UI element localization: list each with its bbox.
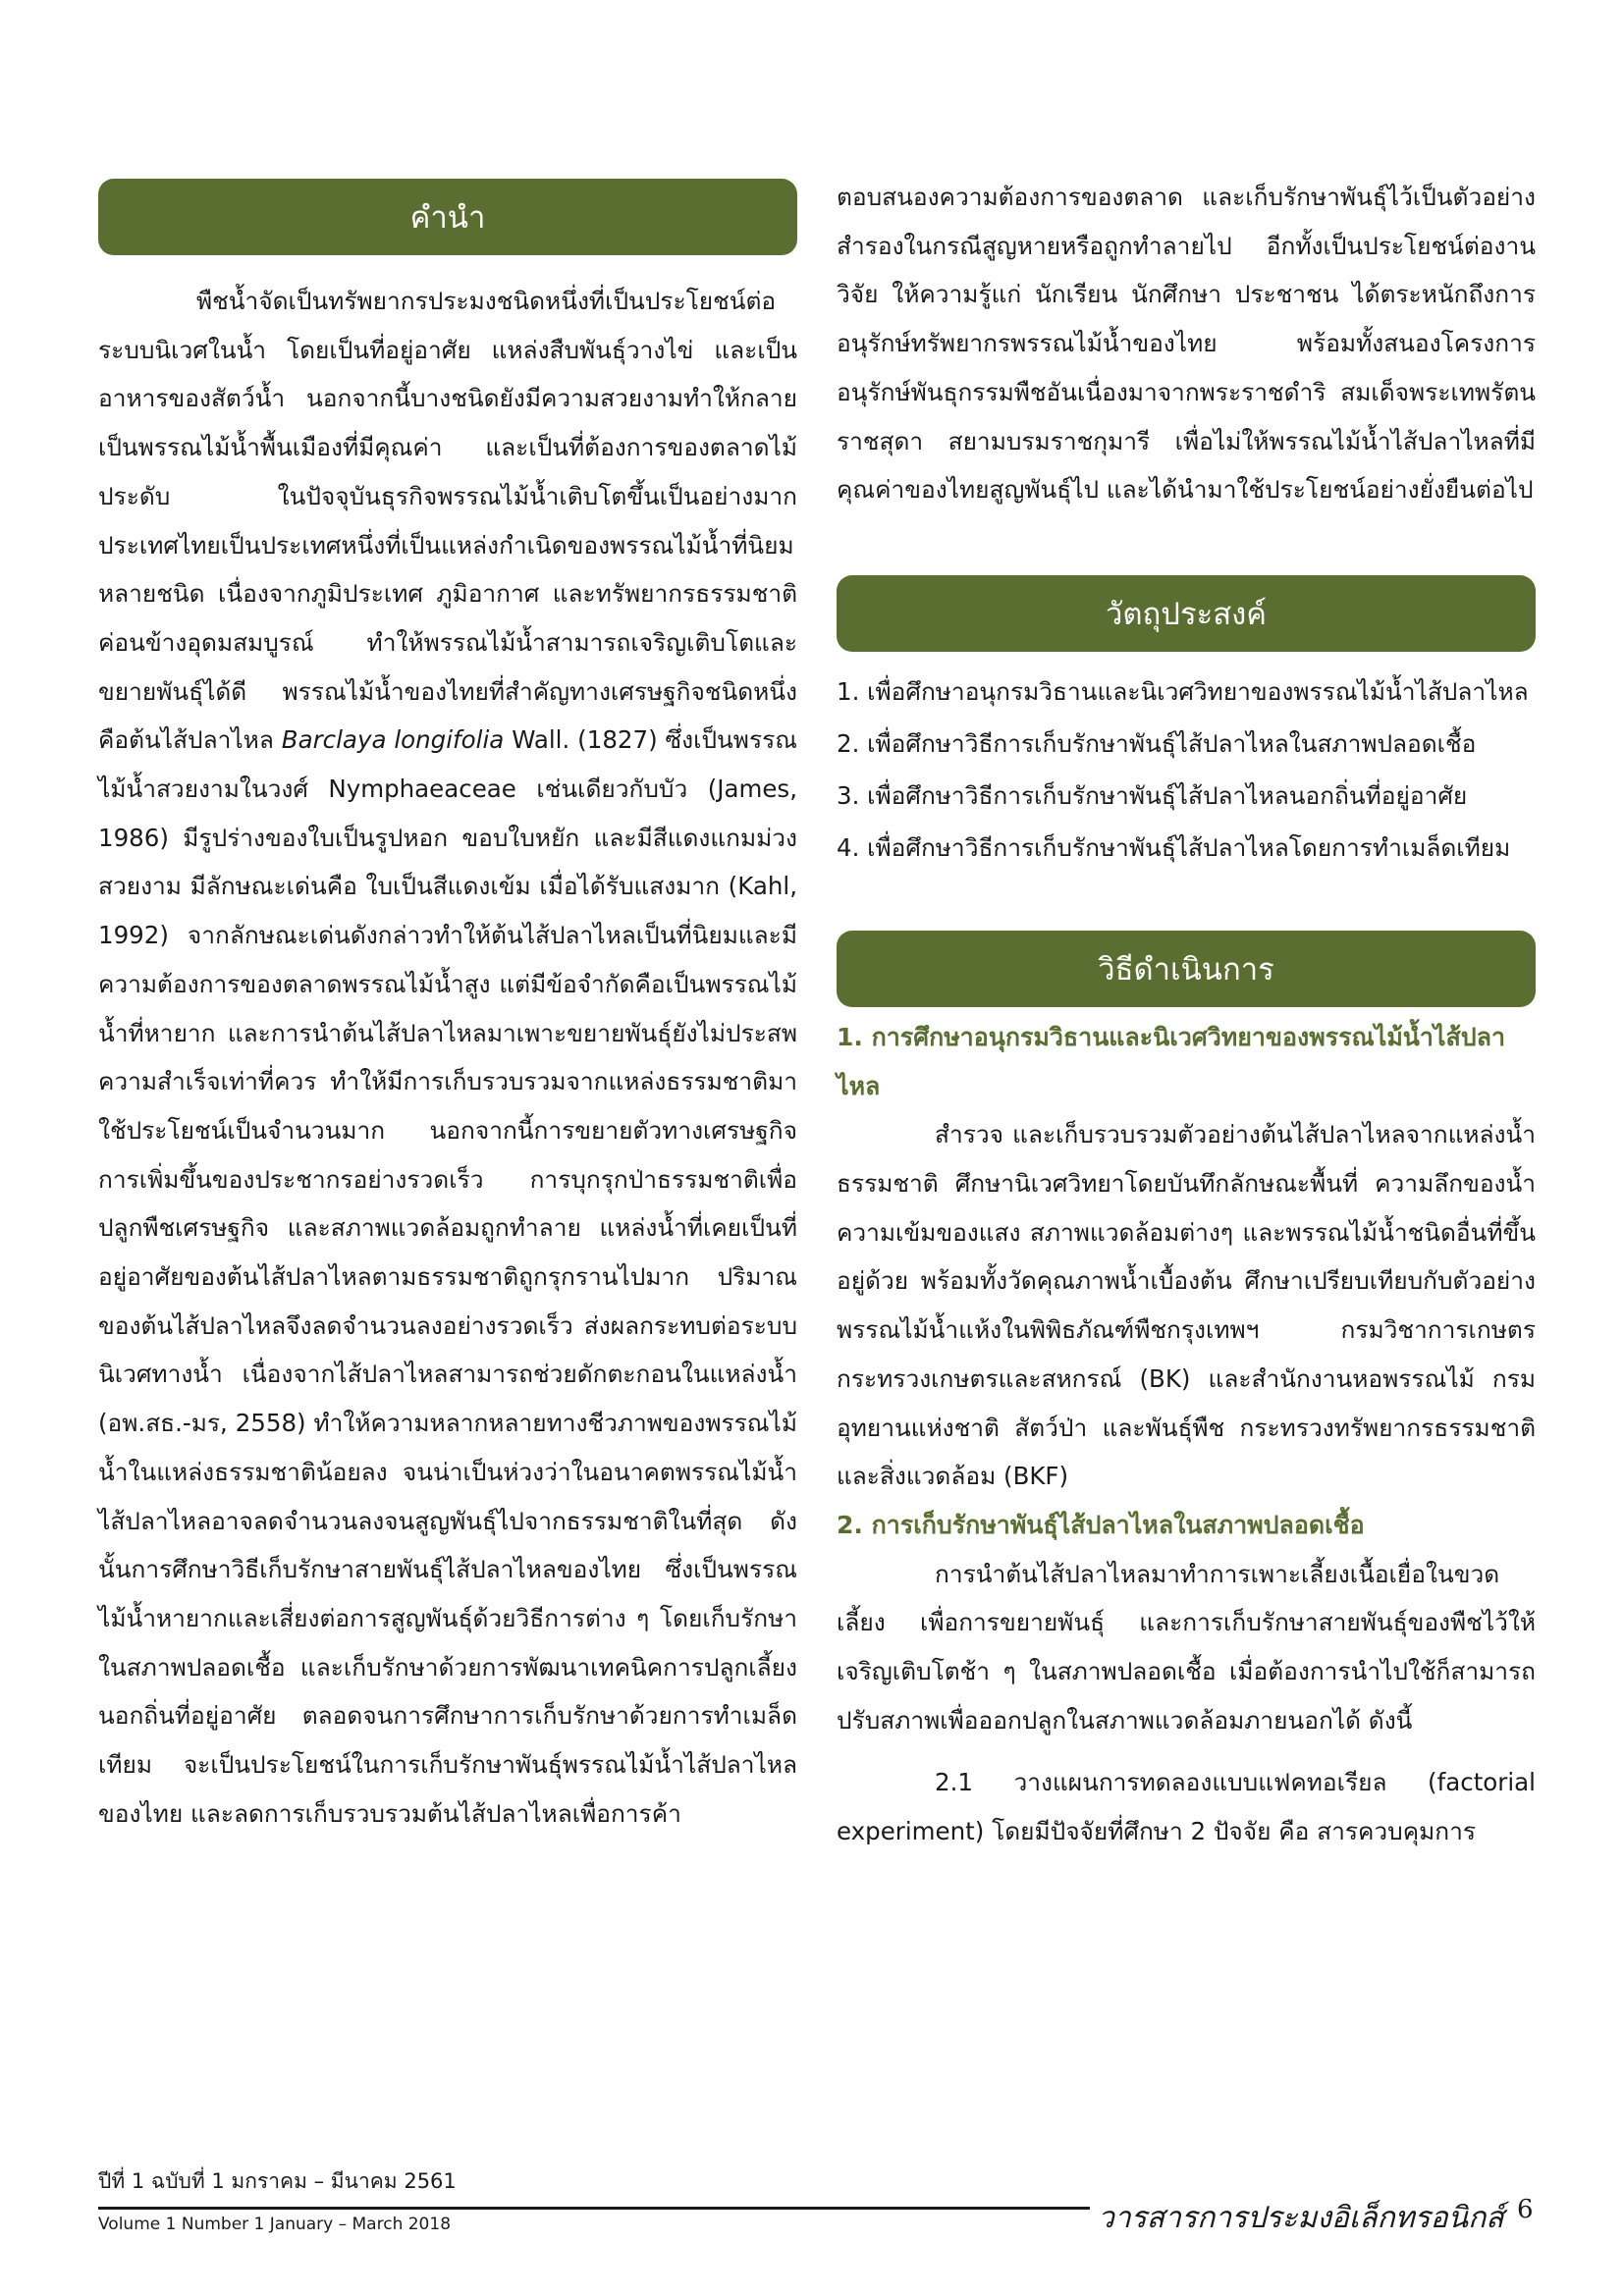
- intro-heading: คำนำ: [98, 179, 797, 255]
- footer-divider: [98, 2207, 1090, 2210]
- methods-heading: วิธีดำเนินการ: [837, 931, 1536, 1007]
- method-2-title: 2. การเก็บรักษาพันธุ์ไส้ปลาไหลในสภาพปลอดเชื้อ: [837, 1510, 1365, 1539]
- objective-item: 2. เพื่อศึกษาวิธีการเก็บรักษาพันธุ์ไส้ปลาไหลในสภาพปลอดเชื้อ: [837, 728, 1477, 758]
- objective-item: 1. เพื่อศึกษาอนุกรมวิธานและนิเวศวิทยาของพรรณไม้น้ำไส้ปลาไหล: [837, 676, 1529, 706]
- footer-issue-english: Volume 1 Number 1 January – March 2018: [98, 2215, 452, 2234]
- intro-continued-paragraph: ตอบสนองความต้องการของตลาด และเก็บรักษาพันธุ์ไว้เป็นตัวอย่างสำรองในกรณีสูญหายหรือถูกทำลายไป อีกทั้งเป็นประโยชน์ต่องานวิจัย ให้ความรู้แก่ นักเรียน นักศึกษา ประชาชน ได้ตระหนักถึงการอนุรักษ์ทรัพยากรพรรณไม้น้ำของไทย พร้อมทั้งสนองโครงการอนุรักษ์พันธุกรรมพืชอันเนื่องมาจากพระราชดำริ สมเด็จพระเทพรัตนราชสุดา สยามบรมราชกุมารี เพื่อไม่ให้พรรณไม้น้ำไส้ปลาไหลที่มีคุณค่าของไทยสูญพันธุ์ไป และได้นำมาใช้ประโยชน์อย่างยั่งยืนต่อไป: [837, 183, 1536, 505]
- objectives-list: [837, 666, 1536, 874]
- objective-item: 4. เพื่อศึกษาวิธีการเก็บรักษาพันธุ์ไส้ปลาไหลโดยการทำเมล็ดเทียม: [837, 832, 1511, 862]
- objective-item: 3. เพื่อศึกษาวิธีการเก็บรักษาพันธุ์ไส้ปลาไหลนอกถิ่นที่อยู่อาศัย: [837, 780, 1468, 810]
- footer-journal-name: วารสารการประมงอิเล็กทรอนิกส์: [1098, 2201, 1504, 2235]
- method-1-text: สำรวจ และเก็บรวบรวมตัวอย่างต้นไส้ปลาไหลจากแหล่งน้ำธรรมชาติ ศึกษานิเวศวิทยาโดยบันทึกลักษณะพื้นที่ ความลึกของน้ำ ความเข้มของแสง สภาพแวดล้อมต่างๆ และพรรณไม้น้ำชนิดอื่นที่ขึ้นอยู่ด้วย พร้อมทั้งวัดคุณภาพน้ำเบื้องต้น ศึกษาเปรียบเทียบกับตัวอย่างพรรณไม้น้ำแห้งในพิพิธภัณฑ์พืชกรุงเทพฯ กรมวิชาการเกษตร กระทรวงเกษตรและสหกรณ์ (BK) และสำนักงานหอพรรณไม้ กรมอุทยานแห่งชาติ สัตว์ป่า และพันธุ์พืช กระทรวงทรัพยากรธรรมชาติและสิ่งแวดล้อม (BKF): [837, 1120, 1536, 1491]
- method-2-text: การนำต้นไส้ปลาไหลมาทำการเพาะเลี้ยงเนื้อเยื่อในขวดเลี้ยง เพื่อการขยายพันธุ์ และการเก็บรักษาสายพันธุ์ของพืชไว้ให้เจริญเติบโตช้า ๆ ในสภาพปลอดเชื้อ เมื่อต้องการนำไปใช้ก็สามารถปรับสภาพเพื่อออกปลูกในสภาพแวดล้อมภายนอกได้ ดังนี้: [837, 1559, 1536, 1735]
- intro-paragraph: [98, 277, 797, 1839]
- scientific-name: Barclaya longifolia: [281, 725, 505, 755]
- objectives-heading: วัตถุประสงค์: [837, 575, 1536, 652]
- method-1-title: 1. การศึกษาอนุกรมวิธานและนิเวศวิทยาของพรรณไม้น้ำไส้ปลาไหล: [837, 1022, 1505, 1100]
- intro-text-end: Wall. (1827) ซึ่งเป็นพรรณไม้น้ำสวยงามในวงศ์ Nymphaeaceae เช่นเดียวกับบัว (James, 1986) มีรูปร่างของใบเป็นรูปหอก ขอบใบหยัก และมีสีแดงแกมม่วงสวยงาม มีลักษณะเด่นคือ ใบเป็นสีแดงเข้ม เมื่อได้รับแสงมาก (Kahl, 1992) จากลักษณะเด่นดังกล่าวทำให้ต้นไส้ปลาไหลเป็นที่นิยมและมีความต้องการของตลาดพรรณไม้น้ำสูง แต่มีข้อจำกัดคือเป็นพรรณไม้น้ำที่หายาก และการนำต้นไส้ปลาไหลมาเพาะขยายพันธุ์ยังไม่ประสพความสำเร็จเท่าที่ควร ทำให้มีการเก็บรวบรวมจากแหล่งธรรมชาติมาใช้ประโยชน์เป็นจำนวนมาก นอกจากนี้การขยายตัวทางเศรษฐกิจ การเพิ่มขึ้นของประชากรอย่างรวดเร็ว การบุกรุกป่าธรรมชาติเพื่อปลูกพืชเศรษฐกิจ และสภาพแวดล้อมถูกทำลาย แหล่งน้ำที่เคยเป็นที่อยู่อาศัยของต้นไส้ปลาไหลตามธรรมชาติถูกรุกรานไปมาก ปริมาณของต้นไส้ปลาไหลจึงลดจำนวนลงอย่างรวดเร็ว ส่งผลกระทบต่อระบบนิเวศทางน้ำ เนื่องจากไส้ปลาไหลสามารถช่วยดักตะกอนในแหล่งน้ำ (อพ.สธ.-มร, 2558) ทำให้ความหลากหลายทางชีวภาพของพรรณไม้น้ำในแหล่งธรรมชาติน้อยลง จนน่าเป็นห่วงว่าในอนาคตพรรณไม้น้ำไส้ปลาไหลอาจลดจำนวนลงจนสูญพันธุ์ไปจากธรรมชาติในที่สุด ดังนั้นการศึกษาวิธีเก็บรักษาสายพันธุ์ไส้ปลาไหลของไทย ซึ่งเป็นพรรณไม้น้ำหายากและเสี่ยงต่อการสูญพันธุ์ด้วยวิธีการต่าง ๆ โดยเก็บรักษาในสภาพปลอดเชื้อ และเก็บรักษาด้วยการพัฒนาเทคนิคการปลูกเลี้ยงนอกถิ่นที่อยู่อาศัย ตลอดจนการศึกษาการเก็บรักษาด้วยการทำเมล็ดเทียม จะเป็นประโยชน์ในการเก็บรักษาพันธุ์พรรณไม้น้ำไส้ปลาไหลของไทย และลดการเก็บรวบรวมต้นไส้ปลาไหลเพื่อการค้า: [98, 725, 797, 1828]
- page-number: 6: [1517, 2195, 1534, 2224]
- left-column: [98, 179, 797, 1839]
- intro-text-start: พืชน้ำจัดเป็นทรัพยากรประมงชนิดหนึ่งที่เป็นประโยชน์ต่อระบบนิเวศในน้ำ โดยเป็นที่อยู่อาศัย แหล่งสืบพันธุ์วางไข่ และเป็นอาหารของสัตว์น้ำ นอกจากนี้บางชนิดยังมีความสวยงามทำให้กลายเป็นพรรณไม้น้ำพื้นเมืองที่มีคุณค่า และเป็นที่ต้องการของตลาดไม้ประดับ ในปัจจุบันธุรกิจพรรณไม้น้ำเติบโตขึ้นเป็นอย่างมาก ประเทศไทยเป็นประเทศหนึ่งที่เป็นแหล่งกำเนิดของพรรณไม้น้ำที่นิยมหลายชนิด เนื่องจากภูมิประเทศ ภูมิอากาศ และทรัพยากรธรรมชาติค่อนข้างอุดมสมบูรณ์ ทำให้พรรณไม้น้ำสามารถเจริญเติบโตและขยายพันธุ์ได้ดี พรรณไม้น้ำของไทยที่สำคัญทางเศรษฐกิจชนิดหนึ่งคือต้นไส้ปลาไหล: [98, 287, 797, 755]
- method-2-1-text: 2.1 วางแผนการทดลองแบบแฟคทอเรียล (factorial experiment) โดยมีปัจจัยที่ศึกษา 2 ปัจจัย คือ สารควบคุมการ: [837, 1768, 1536, 1846]
- right-column: [837, 173, 1536, 1856]
- footer-issue-thai: ปีที่ 1 ฉบับที่ 1 มกราคม – มีนาคม 2561: [98, 2169, 457, 2193]
